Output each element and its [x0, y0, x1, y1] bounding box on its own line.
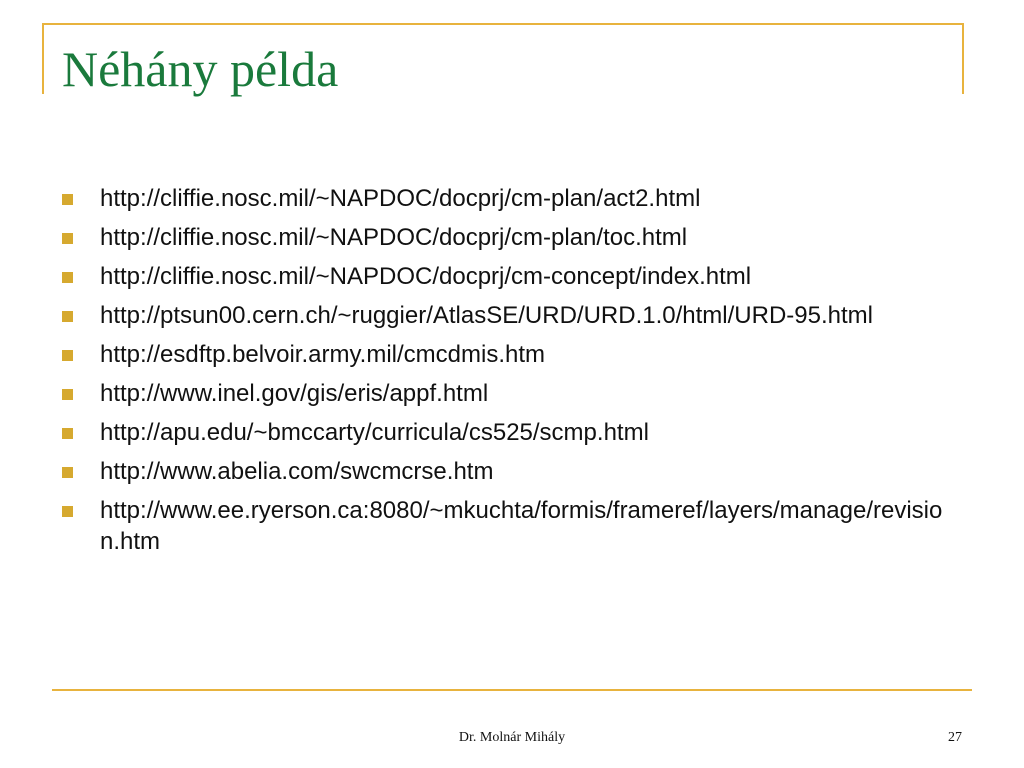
- list-item: [62, 339, 962, 370]
- square-bullet-icon: [62, 467, 73, 478]
- list-item: [62, 456, 962, 487]
- url-text: http://apu.edu/~bmccarty/curricula/cs525/scmp.html: [100, 419, 649, 446]
- url-text: http://ptsun00.cern.ch/~ruggier/AtlasSE/URD/URD.1.0/html/URD-95.html: [100, 302, 873, 329]
- page-number: 27: [948, 730, 962, 745]
- url-text: http://cliffie.nosc.mil/~NAPDOC/docprj/cm-plan/toc.html: [100, 224, 688, 251]
- square-bullet-icon: [62, 311, 73, 322]
- square-bullet-icon: [62, 194, 73, 205]
- list-item: [62, 378, 962, 409]
- list-item: [62, 183, 962, 214]
- list-item: [62, 495, 962, 557]
- list-item: [62, 417, 962, 448]
- title-frame-left-rule: [42, 23, 44, 94]
- square-bullet-icon: [62, 350, 73, 361]
- square-bullet-icon: [62, 272, 73, 283]
- list-item: [62, 222, 962, 253]
- url-text: http://www.abelia.com/swcmcrse.htm: [100, 458, 494, 485]
- square-bullet-icon: [62, 428, 73, 439]
- title-frame-right-rule: [962, 23, 964, 94]
- slide-title: Néhány példa: [62, 41, 339, 97]
- url-text: http://esdftp.belvoir.army.mil/cmcdmis.htm: [100, 341, 546, 368]
- url-text: http://cliffie.nosc.mil/~NAPDOC/docprj/cm-plan/act2.html: [100, 185, 701, 212]
- url-text: http://cliffie.nosc.mil/~NAPDOC/docprj/cm-concept/index.html: [100, 263, 752, 290]
- title-frame-top-rule: [42, 23, 964, 25]
- list-item: [62, 300, 962, 331]
- footer-rule: [52, 689, 972, 691]
- bullet-list: [62, 183, 962, 565]
- square-bullet-icon: [62, 506, 73, 517]
- square-bullet-icon: [62, 233, 73, 244]
- square-bullet-icon: [62, 389, 73, 400]
- footer-author: Dr. Molnár Mihály: [458, 730, 566, 745]
- list-item: [62, 261, 962, 292]
- url-text: http://www.ee.ryerson.ca:8080/~mkuchta/formis/frameref/layers/manage/revision.htm: [100, 497, 943, 555]
- url-text: http://www.inel.gov/gis/eris/appf.html: [100, 380, 489, 407]
